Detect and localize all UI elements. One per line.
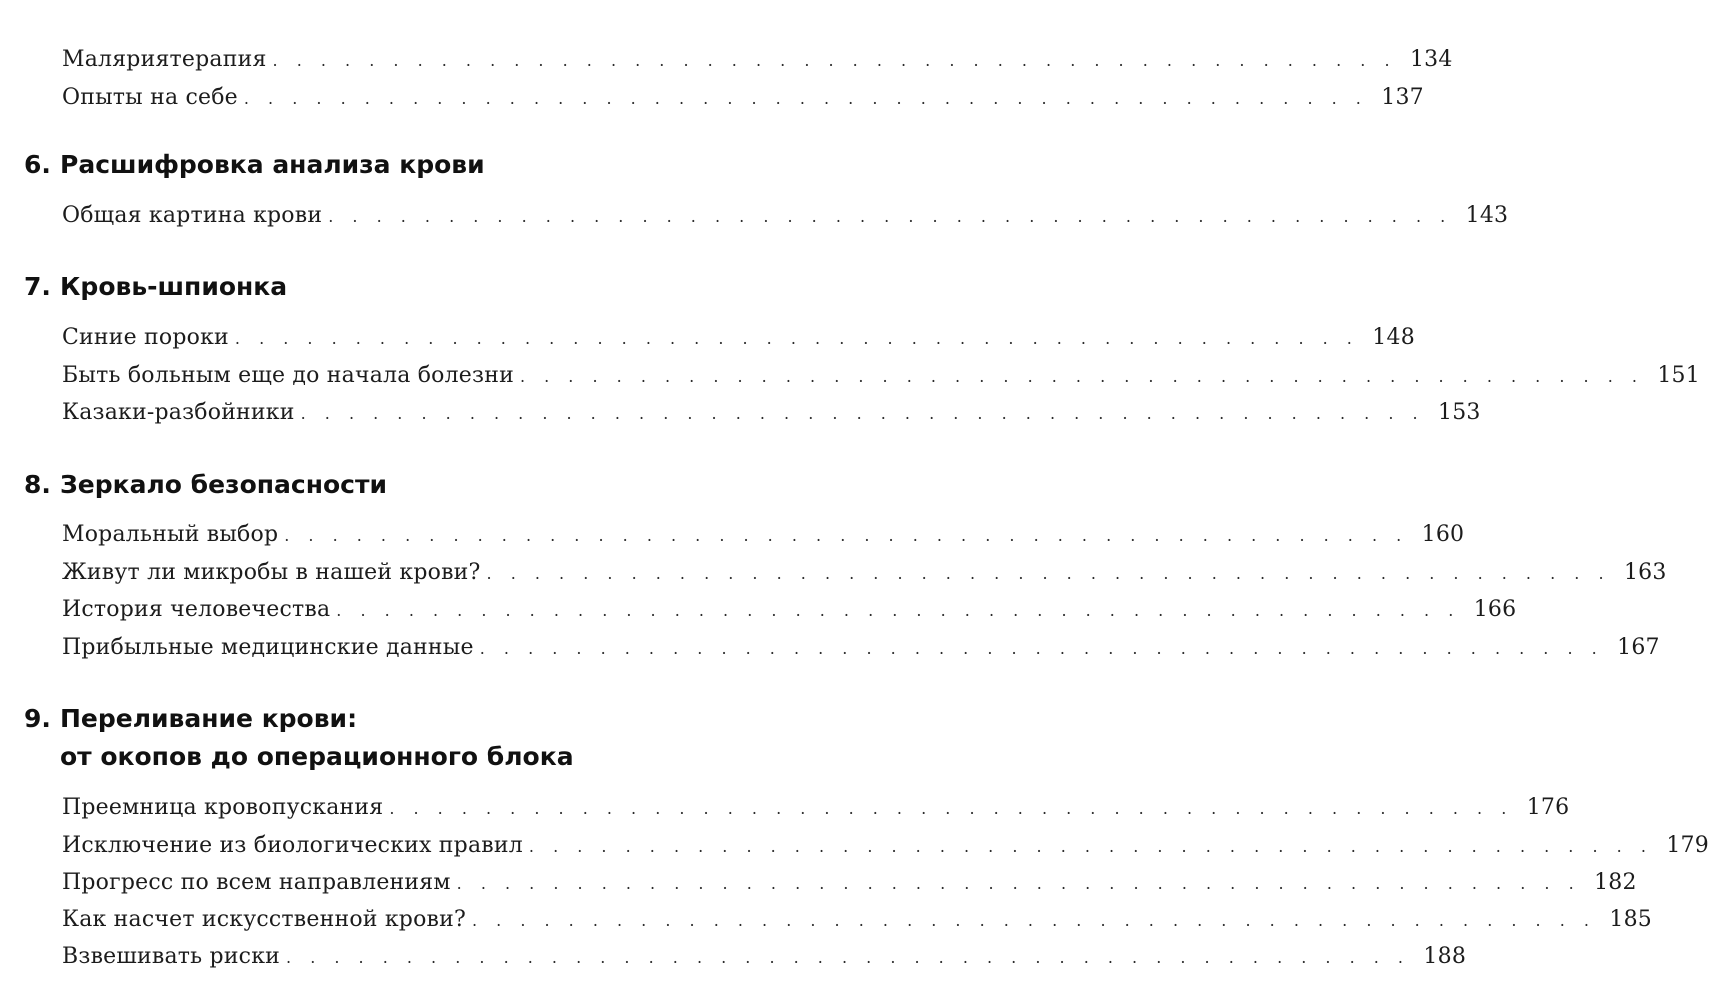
toc-entry-page: 160 xyxy=(1421,522,1465,547)
toc-entry[interactable] xyxy=(62,196,1509,230)
chapter-title: Переливание крови: xyxy=(60,704,358,733)
toc-entry-page: 188 xyxy=(1423,944,1467,969)
dot-leader: . . . . . . . . . . . . . . . . . . . . . . . . . . . . . . . . . . . . . . . . . . . . . . . xyxy=(300,404,1425,423)
dot-leader: . . . . . . . . . . . . . . . . . . . . . . . . . . . . . . . . . . . . . . . . . . . . . . . xyxy=(328,207,1453,226)
dot-leader: . . . . . . . . . . . . . . . . . . . . . . . . . . . . . . . . . . . . . . . . . . . . . . . xyxy=(336,601,1461,620)
toc-entry[interactable] xyxy=(62,900,1652,934)
toc-entry-title: История человечества xyxy=(62,597,331,622)
toc-entry-page: 167 xyxy=(1617,635,1660,660)
toc-entry[interactable] xyxy=(62,863,1637,897)
toc-entry-title: Опыты на себе xyxy=(62,85,238,110)
toc-entry[interactable] xyxy=(62,628,1660,662)
toc-entry[interactable] xyxy=(62,318,1415,352)
toc-entry-page: 143 xyxy=(1465,203,1509,228)
chapter-title: Зеркало безопасности xyxy=(60,470,387,499)
toc-entry-page: 151 xyxy=(1657,363,1700,388)
dot-leader: . . . . . . . . . . . . . . . . . . . . . . . . . . . . . . . . . . . . . . . . . . . . . . . xyxy=(389,799,1514,818)
toc-entry-title: Прибыльные медицинские данные xyxy=(62,635,474,660)
toc-entry-page: 166 xyxy=(1473,597,1517,622)
toc-entry-title: Прогресс по всем направлениям xyxy=(62,870,451,895)
toc-entry-title: Взвешивать риски xyxy=(62,944,281,969)
chapter-heading-9[interactable] xyxy=(24,700,704,776)
toc-entry-title: Исключение из биологических правил xyxy=(62,833,523,858)
dot-leader: . . . . . . . . . . . . . . . . . . . . . . . . . . . . . . . . . . . . . . . . . . . . . . . xyxy=(528,837,1653,856)
dot-leader: . . . . . . . . . . . . . . . . . . . . . . . . . . . . . . . . . . . . . . . . . . . . . . . xyxy=(519,367,1644,386)
chapter-number: 6. xyxy=(24,150,51,179)
toc-entry[interactable] xyxy=(62,40,1453,74)
chapter-title: Кровь-шпионка xyxy=(60,272,288,301)
toc-entry-title: Казаки-разбойники xyxy=(62,400,295,425)
dot-leader: . . . . . . . . . . . . . . . . . . . . . . . . . . . . . . . . . . . . . . . . . . . . . . . xyxy=(234,329,1359,348)
toc-entry[interactable] xyxy=(62,515,1465,549)
toc-entry-title: Синие пороки xyxy=(62,325,229,350)
chapter-heading-6[interactable] xyxy=(24,146,704,184)
toc-entry-page: 182 xyxy=(1594,870,1637,895)
toc-entry-title: Быть больным еще до начала болезни xyxy=(62,363,514,388)
toc-entry[interactable] xyxy=(62,826,1709,860)
toc-entry-title: Общая картина крови xyxy=(62,203,323,228)
toc-entry-title: Преемница кровопускания xyxy=(62,795,384,820)
toc-entry-page: 163 xyxy=(1623,560,1667,585)
toc-entry-title: Моральный выбор xyxy=(62,522,279,547)
chapter-number: 7. xyxy=(24,272,51,301)
chapter-heading-7[interactable] xyxy=(24,268,704,306)
chapter-number: 8. xyxy=(24,470,51,499)
toc-entry-title: Маляриятерапия xyxy=(62,47,267,72)
dot-leader: . . . . . . . . . . . . . . . . . . . . . . . . . . . . . . . . . . . . . . . . . . . . . . . xyxy=(479,639,1604,658)
dot-leader: . . . . . . . . . . . . . . . . . . . . . . . . . . . . . . . . . . . . . . . . . . . . . . . xyxy=(486,564,1611,583)
toc-entry[interactable] xyxy=(62,78,1424,112)
dot-leader: . . . . . . . . . . . . . . . . . . . . . . . . . . . . . . . . . . . . . . . . . . . . . . . xyxy=(456,874,1581,893)
chapter-number: 9. xyxy=(24,704,51,733)
dot-leader: . . . . . . . . . . . . . . . . . . . . . . . . . . . . . . . . . . . . . . . . . . . . . . . xyxy=(284,526,1409,545)
toc-entry-title: Как насчет искусственной крови? xyxy=(62,907,466,932)
toc-entry[interactable] xyxy=(62,590,1517,624)
toc-entry[interactable] xyxy=(62,356,1700,390)
toc-entry-page: 185 xyxy=(1609,907,1652,932)
toc-entry-page: 179 xyxy=(1666,833,1709,858)
toc-entry[interactable] xyxy=(62,553,1667,587)
dot-leader: . . . . . . . . . . . . . . . . . . . . . . . . . . . . . . . . . . . . . . . . . . . . . . . xyxy=(471,911,1596,930)
chapter-heading-8[interactable] xyxy=(24,466,704,504)
chapter-title-continuation: от окопов до операционного блока xyxy=(60,742,574,771)
dot-leader: . . . . . . . . . . . . . . . . . . . . . . . . . . . . . . . . . . . . . . . . . . . . . . . xyxy=(286,948,1411,967)
toc-entry-page: 134 xyxy=(1409,47,1453,72)
toc-entry-page: 148 xyxy=(1372,325,1415,350)
dot-leader: . . . . . . . . . . . . . . . . . . . . . . . . . . . . . . . . . . . . . . . . . . . . . . . xyxy=(243,89,1368,108)
toc-entry[interactable] xyxy=(62,788,1570,822)
chapter-title: Расшифровка анализа крови xyxy=(60,150,485,179)
toc-entry-page: 137 xyxy=(1381,85,1424,110)
toc-entry-title: Живут ли микробы в нашей крови? xyxy=(62,560,481,585)
toc-entry-page: 153 xyxy=(1438,400,1481,425)
toc-entry[interactable] xyxy=(62,937,1467,971)
toc-entry[interactable] xyxy=(62,393,1481,427)
toc-entry-page: 176 xyxy=(1526,795,1570,820)
dot-leader: . . . . . . . . . . . . . . . . . . . . . . . . . . . . . . . . . . . . . . . . . . . . . . . xyxy=(272,51,1397,70)
